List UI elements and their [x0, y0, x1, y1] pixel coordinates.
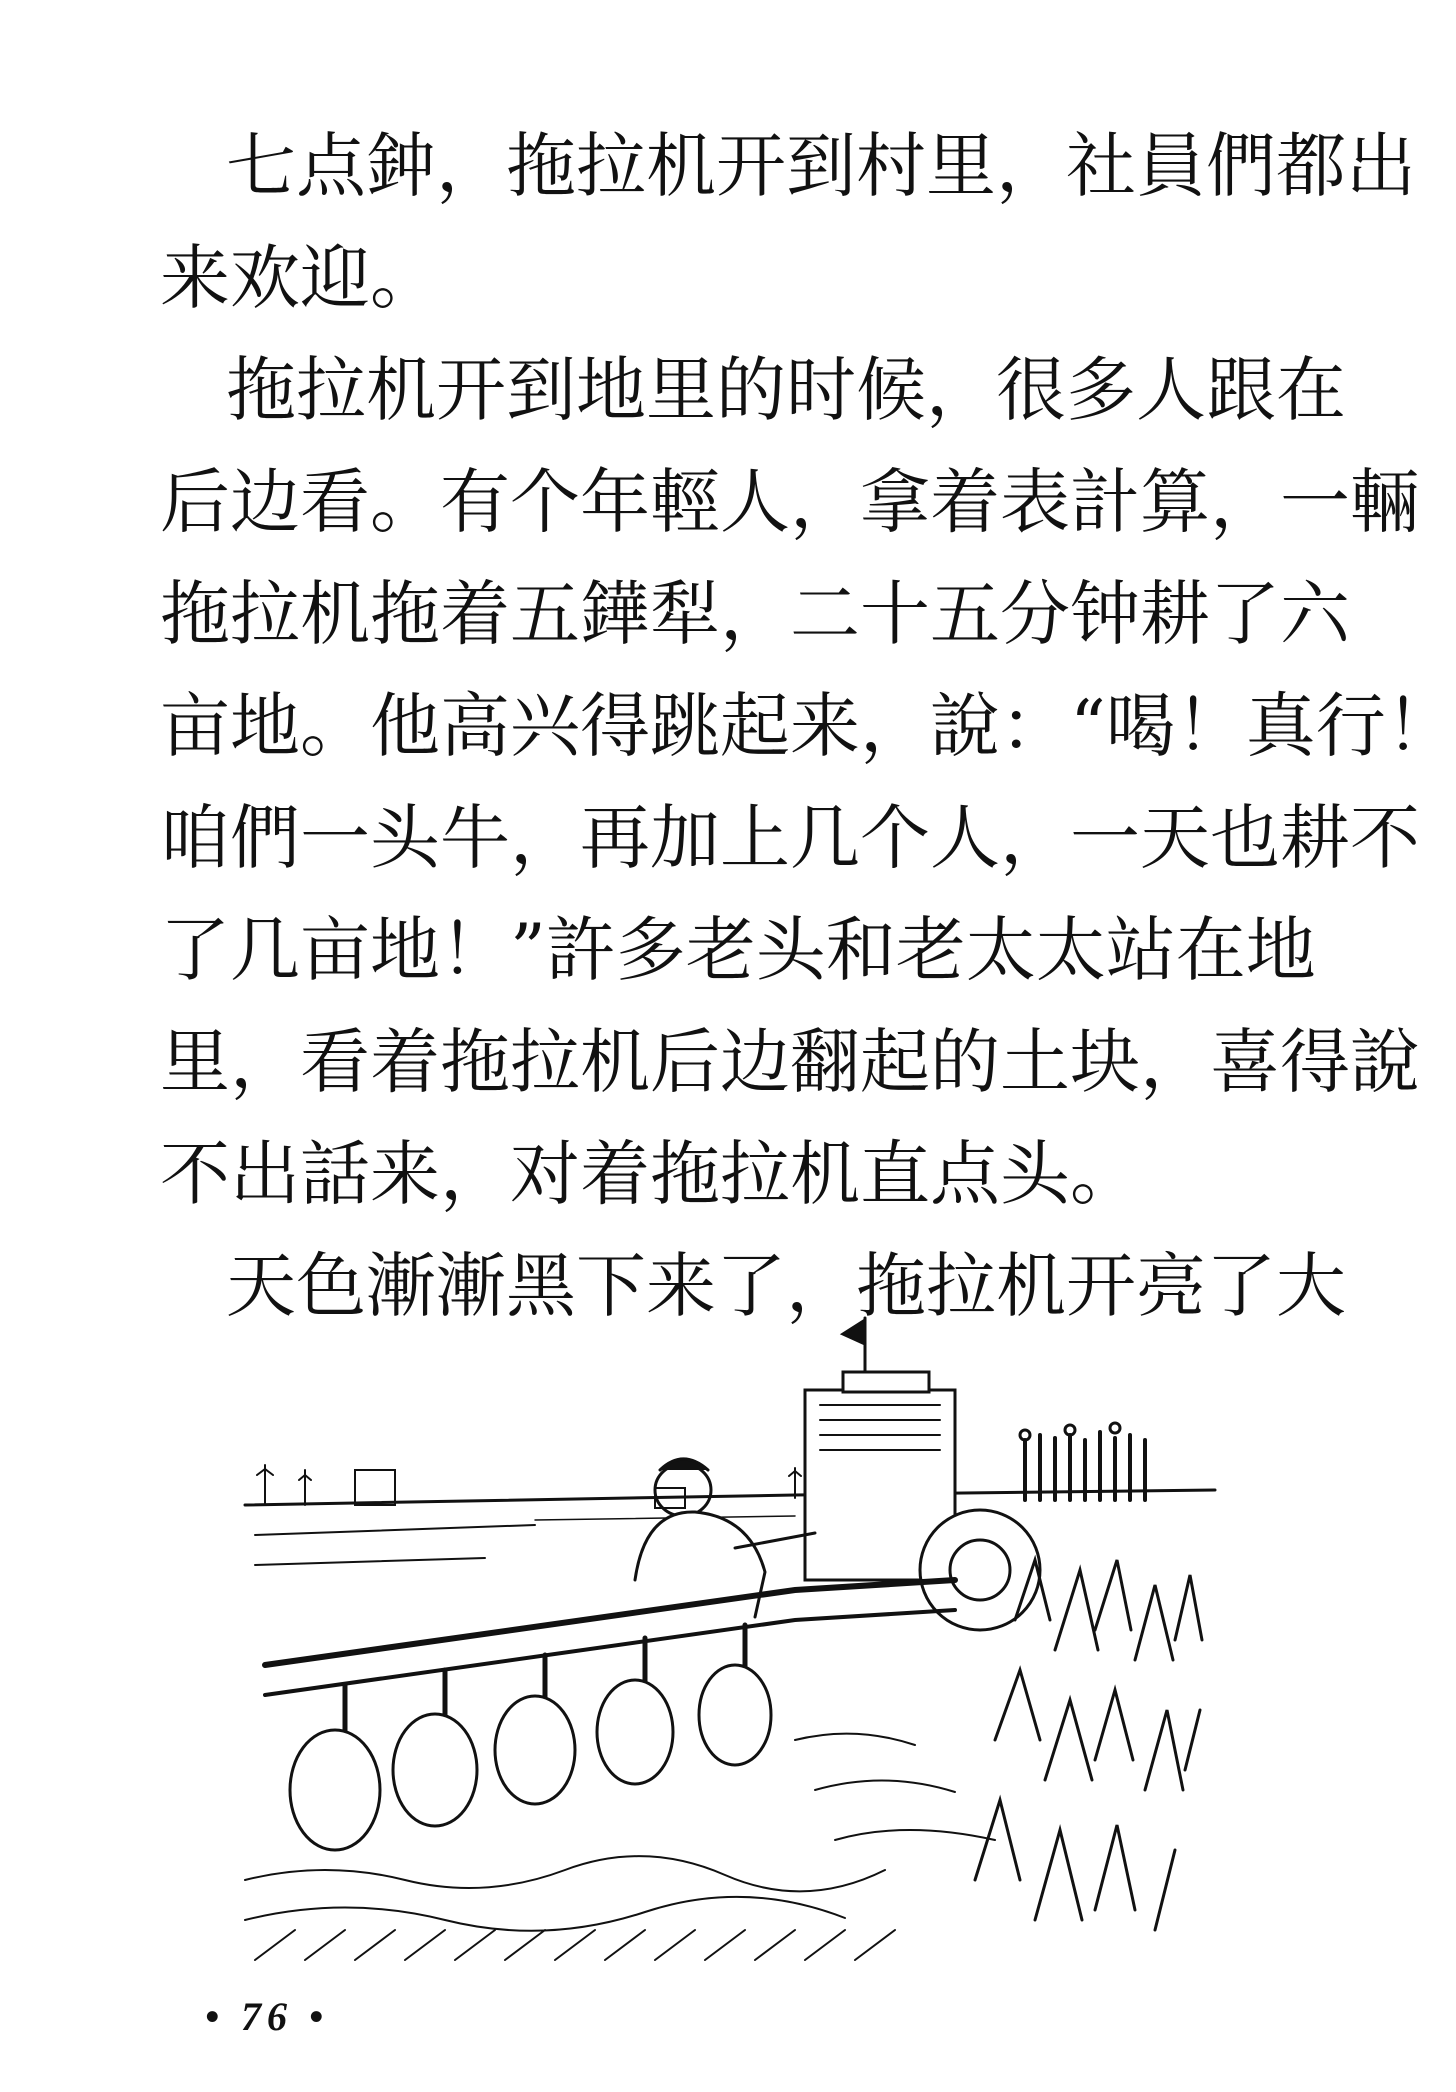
text-line: 亩地。他高兴得跳起来，說：“喝！真行！: [160, 685, 1456, 767]
text-line: 里，看着拖拉机后边翻起的土块，喜得說: [160, 1021, 1420, 1103]
text-line: 七点鈡，拖拉机开到村里，社員們都出: [226, 125, 1416, 207]
text-line: 来欢迎。: [160, 237, 440, 319]
text-line: 拖拉机开到地里的时候，很多人跟在: [226, 349, 1346, 431]
text-line: 咱們一头牛，再加上几个人，一天也耕不: [160, 797, 1420, 879]
text-line: 拖拉机拖着五鏵犁，二十五分钟耕了六: [160, 573, 1350, 655]
body-text: [160, 110, 1456, 1342]
text-line: 后边看。有个年輕人，拿着表計算，一輛: [160, 461, 1420, 543]
text-line: 天色漸漸黑下来了，拖拉机开亮了大: [226, 1245, 1346, 1327]
text-line: 了几亩地！”許多老头和老太太站在地: [160, 909, 1316, 991]
tractor-illustration: [235, 1320, 1217, 1972]
text-line: 不出話来，对着拖拉机直点头。: [160, 1133, 1140, 1215]
page-number: • 76 •: [205, 1994, 330, 2039]
